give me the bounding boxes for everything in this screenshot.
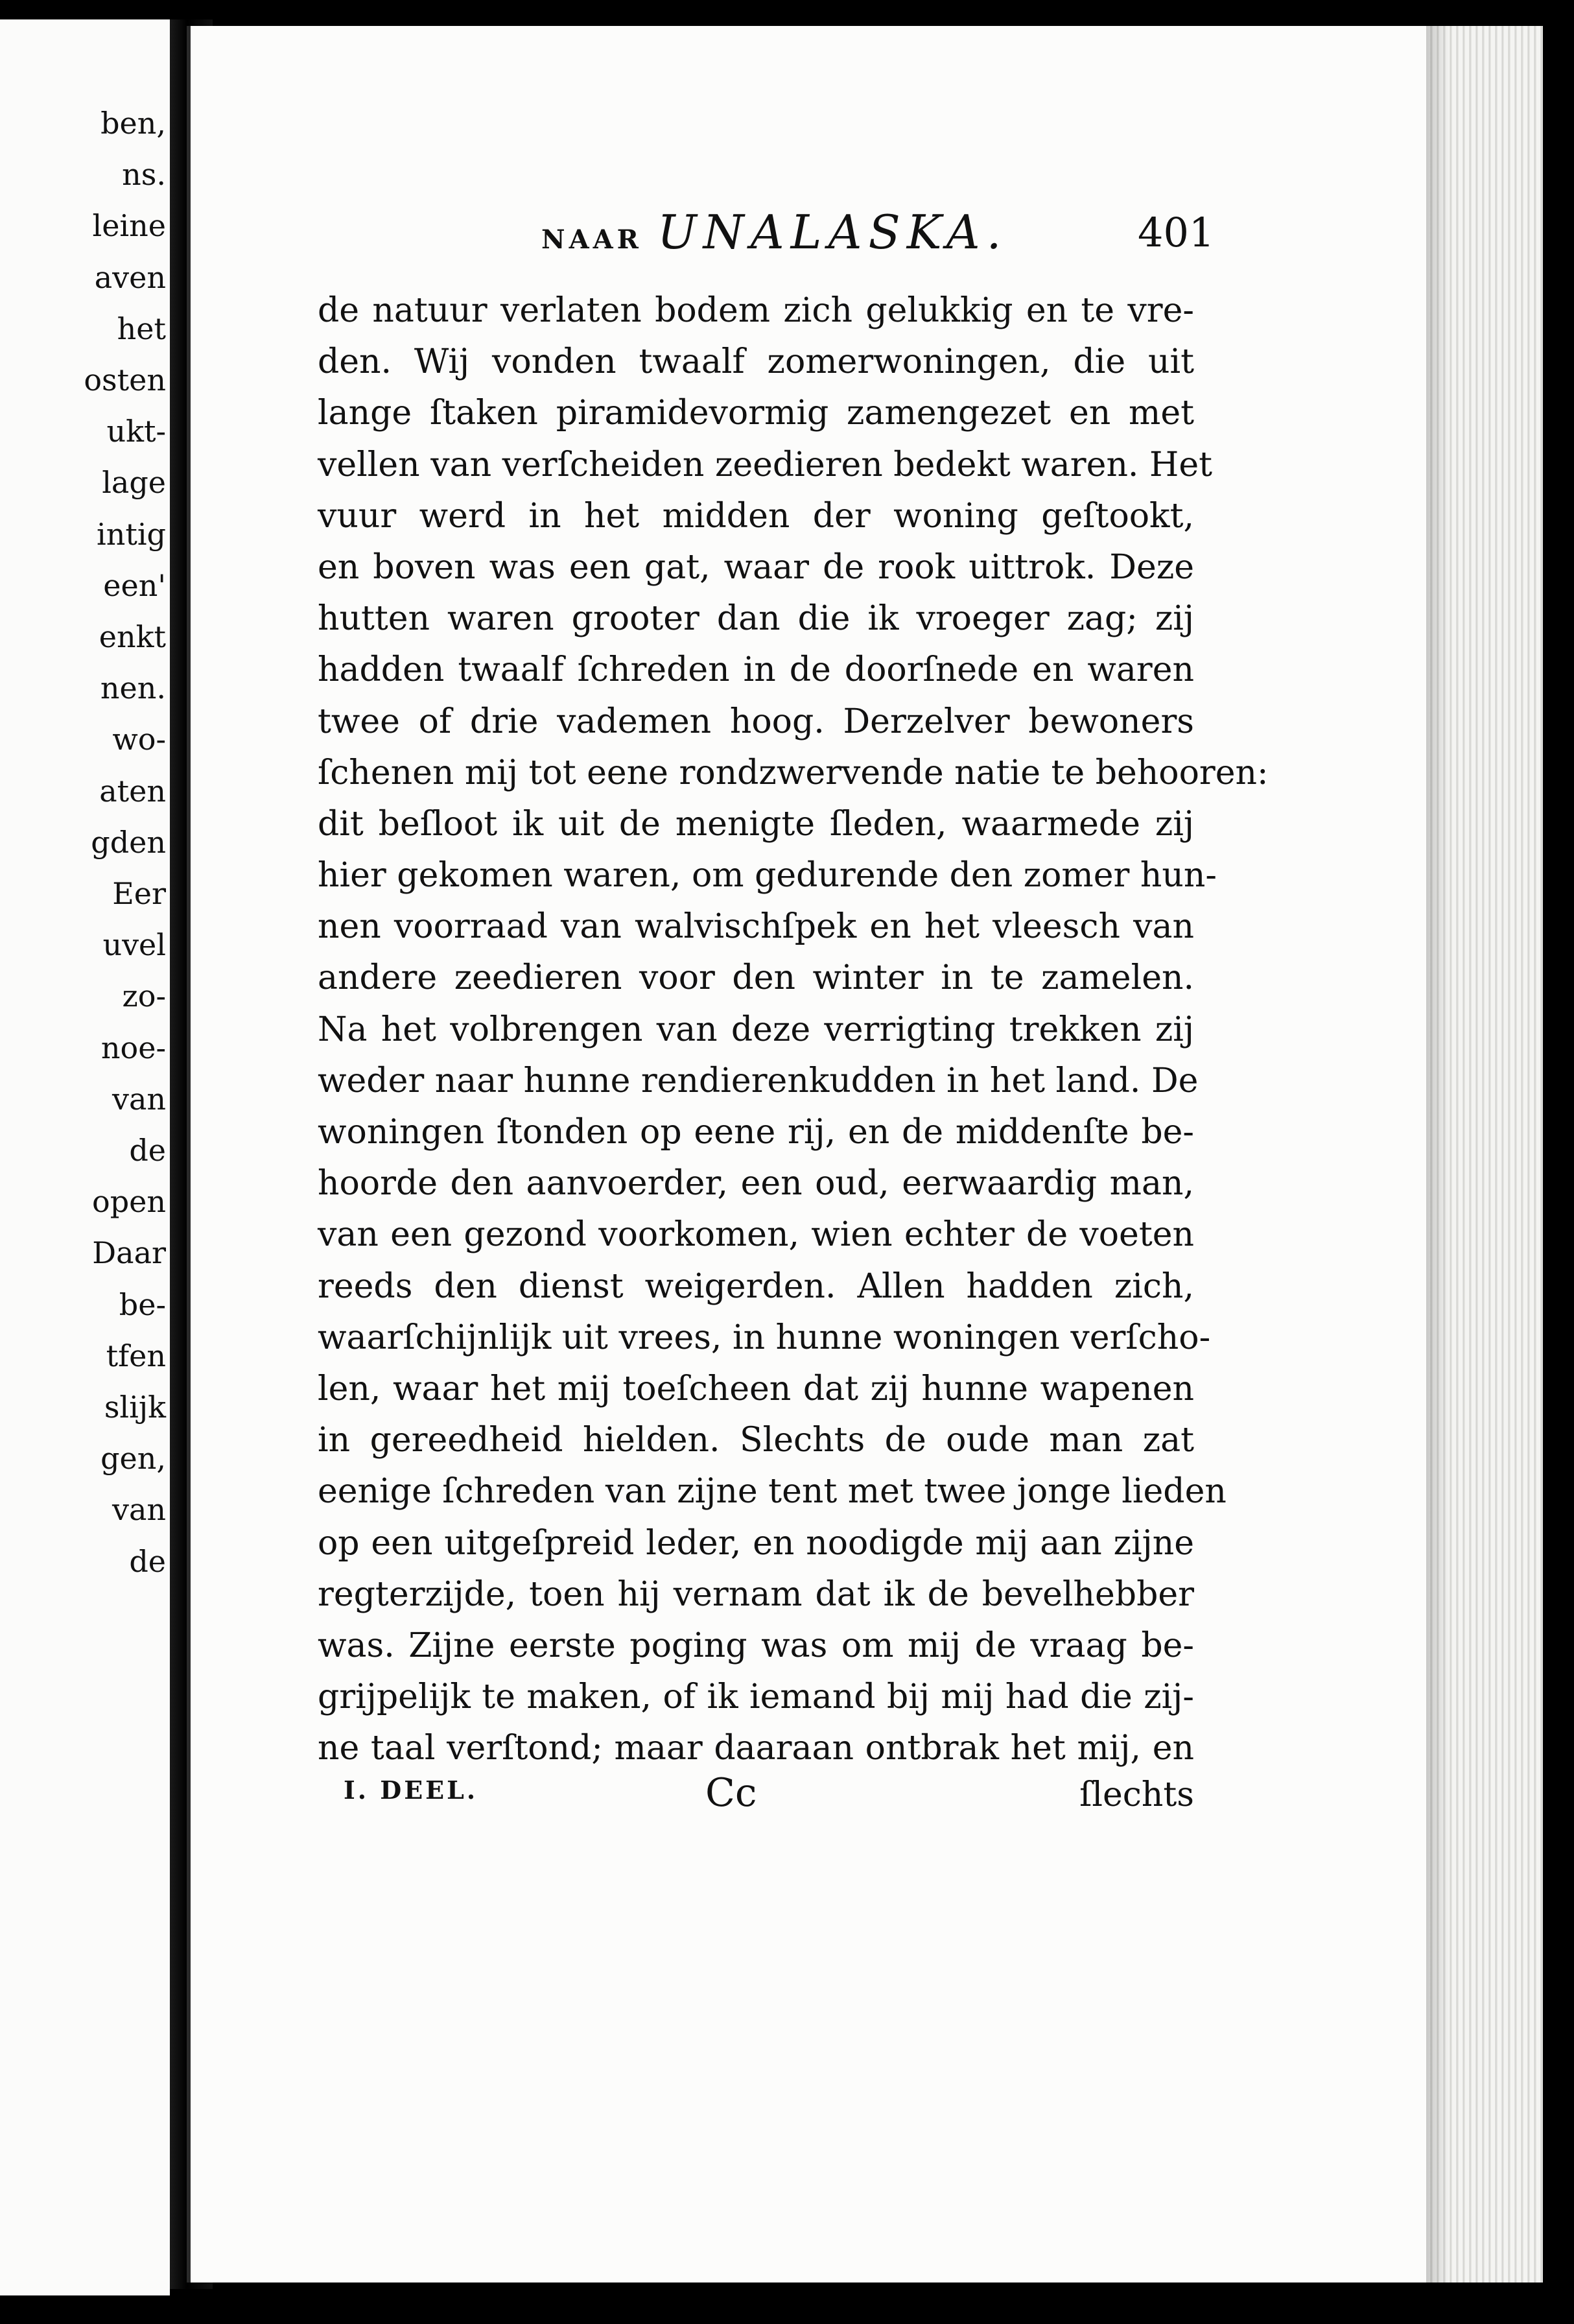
text-line: nen voorraad van walvischſpek en het vleesch van [318, 907, 1194, 947]
left-page-line: ns. [122, 157, 166, 193]
text-line: was. Zijne eerste poging was om mij de vraag be- [318, 1626, 1194, 1665]
text-line: in gereedheid hielden. Slechts de oude man zat [318, 1421, 1194, 1460]
text-line: twee of drie vademen hoog. Derzelver bewoners [318, 702, 1194, 741]
left-page-line: het [117, 311, 166, 346]
text-line: hoorde den aanvoerder, een oud, eerwaardig man, [318, 1164, 1194, 1204]
left-page-line: gen, [100, 1441, 166, 1476]
left-page-line: slijk [104, 1390, 166, 1425]
background-edge [1543, 0, 1574, 2324]
running-head [541, 205, 1008, 259]
left-page-line: enkt [99, 619, 166, 654]
left-page-line: open [92, 1184, 166, 1220]
signature-mark: Cc [705, 1770, 757, 1816]
running-head-title: UNALASKA. [657, 205, 1008, 259]
left-page-line: een' [103, 567, 166, 603]
text-line: den. Wij vonden twaalf zomerwoningen, die uit [318, 342, 1194, 382]
text-line: regterzijde, toen hij vernam dat ik de bevelhebber [318, 1574, 1194, 1614]
left-page-line: tfen [106, 1338, 166, 1373]
volume-mark: I. DEEL. [344, 1775, 478, 1805]
text-line: hadden twaalf ſchreden in de doorſnede en waren [318, 650, 1194, 690]
text-line: ne taal verſtond; maar daaraan ontbrak het mij, en [318, 1729, 1194, 1768]
catchword: ſlechts [1079, 1775, 1194, 1814]
page-footer [318, 1770, 1194, 1827]
left-page-line: Eer [112, 876, 166, 911]
left-page-line: lage [102, 465, 166, 501]
left-page-line: leine [92, 208, 166, 244]
text-line: waarſchijnlijk uit vrees, in hunne woningen verſcho- [318, 1318, 1211, 1357]
left-facing-page [0, 19, 170, 2295]
text-line: dit beſloot ik uit de menigte ſleden, waarmede zij [318, 804, 1194, 844]
text-line: Na het volbrengen van deze verrigting trekken zij [318, 1010, 1194, 1049]
text-line: vellen van verſcheiden zeedieren bedekt waren. Het [318, 445, 1213, 484]
left-page-line: ben, [100, 106, 166, 141]
text-line: vuur werd in het midden der woning geſtookt, [318, 496, 1194, 536]
text-line: hier gekomen waren, om gedurende den zomer hun- [318, 856, 1217, 895]
text-line: op een uitgeſpreid leder, en noodigde mij aan zijne [318, 1523, 1194, 1563]
text-line: lange ſtaken piramidevormig zamengezet en met [318, 394, 1194, 433]
text-line: en boven was een gat, waar de rook uittrok. Deze [318, 547, 1194, 587]
text-line: eenige ſchreden van zijne tent met twee jonge lieden [318, 1472, 1227, 1512]
body-text [318, 285, 1269, 1774]
left-page-line: aten [99, 773, 166, 809]
page-number: 401 [1138, 209, 1215, 256]
left-page-line: de [129, 1133, 166, 1168]
text-line: len, waar het mij toeſcheen dat zij hunne wapenen [318, 1369, 1194, 1408]
left-page-line: be- [119, 1286, 166, 1322]
left-page-line: zo- [122, 978, 166, 1014]
text-line: hutten waren grooter dan die ik vroeger zag; zij [318, 599, 1194, 639]
text-line: van een gezond voorkomen, wien echter de voeten [318, 1215, 1194, 1255]
left-page-line: ukt- [106, 414, 166, 449]
running-head-prefix: NAAR [541, 224, 642, 255]
left-page-line: wo- [112, 722, 166, 757]
text-line: weder naar hunne rendierenkudden in het land. De [318, 1061, 1199, 1100]
text-line: ſchenen mij tot eene rondzwervende natie te behooren: [318, 753, 1269, 792]
left-page-line: gden [91, 824, 166, 860]
page-edges-shadow [1426, 26, 1450, 2282]
left-page-line: Daar [92, 1235, 166, 1271]
left-page-line: van [112, 1081, 166, 1117]
left-page-line: aven [94, 259, 166, 295]
left-page-line: intig [97, 516, 166, 552]
text-line: grijpelijk te maken, of ik iemand bij mij had die zij- [318, 1678, 1194, 1717]
left-page-line: de [129, 1543, 166, 1579]
left-page-line: uvel [102, 927, 166, 963]
left-page-line: nen. [100, 670, 166, 706]
left-page-line: noe- [100, 1030, 166, 1065]
text-line: woningen ſtonden op eene rij, en de middenſte be- [318, 1113, 1194, 1152]
text-line: reeds den dienst weigerden. Allen hadden zich, [318, 1266, 1194, 1306]
text-line: andere zeedieren voor den winter in te zamelen. [318, 958, 1194, 998]
text-line: de natuur verlaten bodem zich gelukkig en te vre- [318, 291, 1194, 330]
left-page-line: van [112, 1492, 166, 1528]
left-page-line: osten [84, 362, 166, 397]
